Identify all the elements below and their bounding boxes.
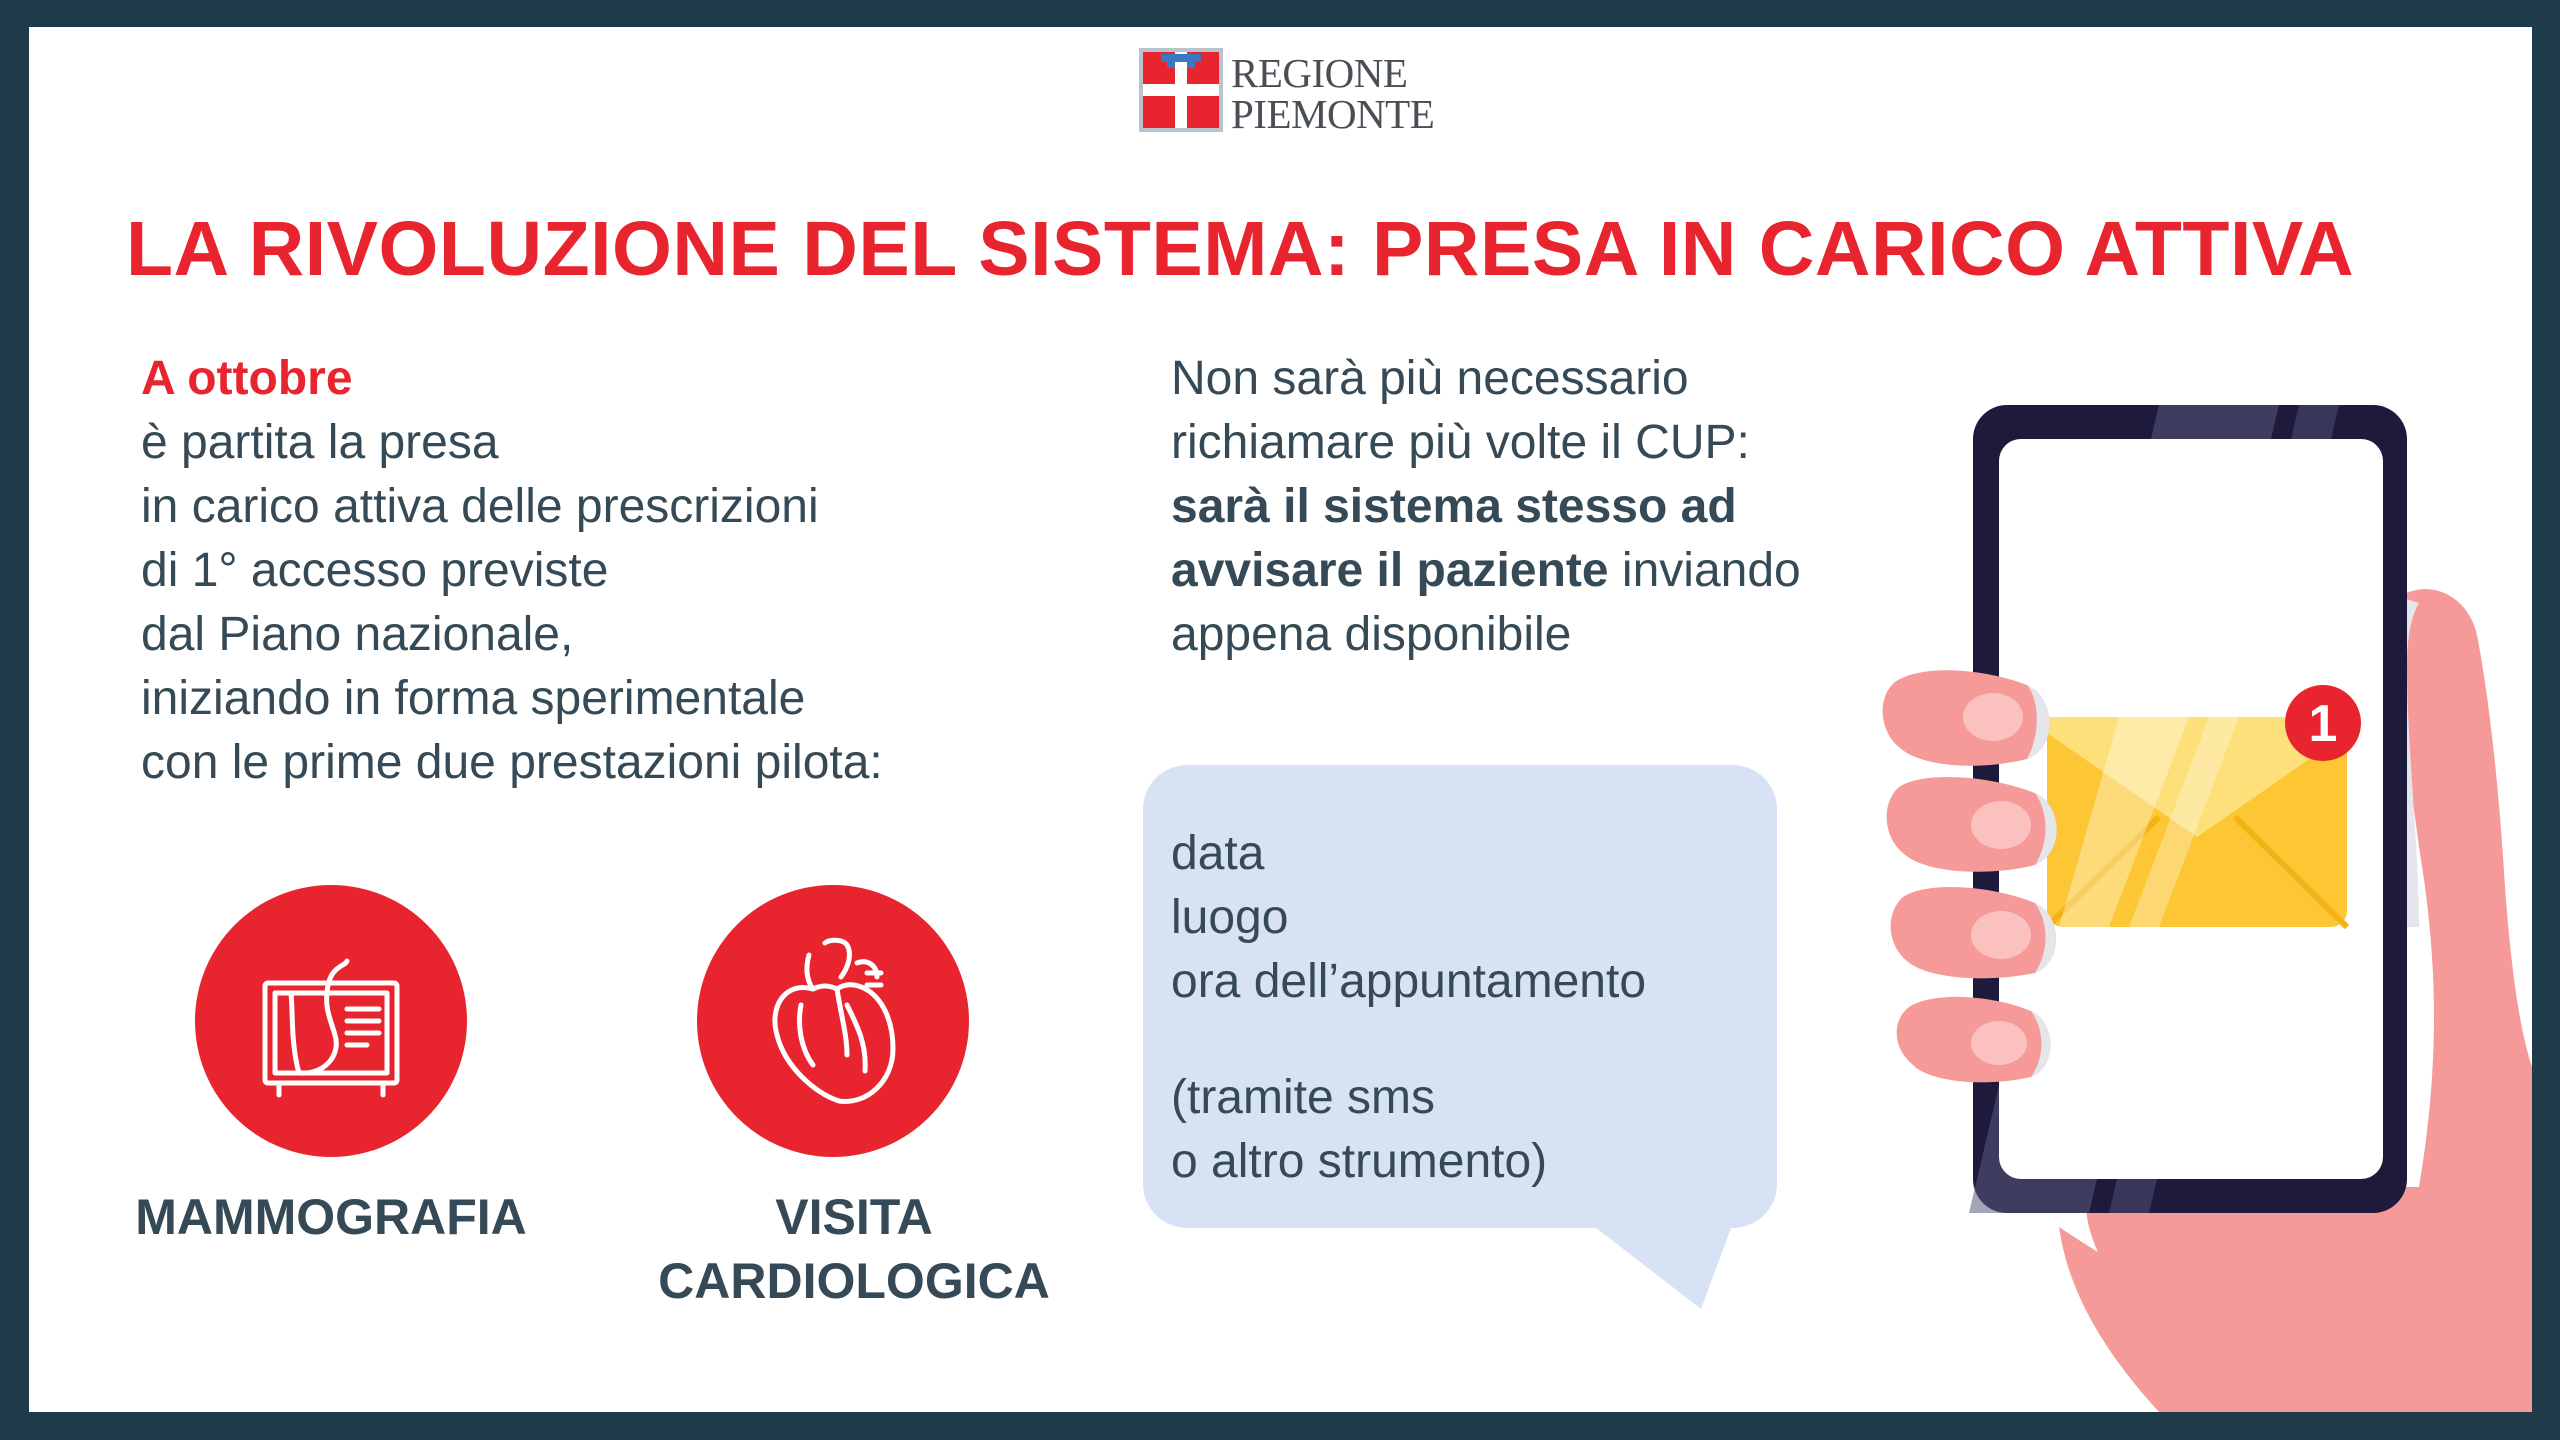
logo-line-2: PIEMONTE xyxy=(1231,91,1435,137)
notification-bold-text: sarà il sistema stesso ad xyxy=(1171,480,1737,533)
intro-highlight: A ottobre xyxy=(141,352,353,405)
cardiology-label-line: CARDIOLOGICA xyxy=(658,1253,1050,1309)
regione-piemonte-logo xyxy=(1139,48,1459,144)
mammography-label-line: MAMMOGRAFIA xyxy=(135,1189,527,1245)
intro-line: di 1° accesso previste xyxy=(141,544,609,597)
intro-line: con le prime due prestazioni pilota: xyxy=(141,736,883,789)
speech-bubble-text xyxy=(1171,822,1771,1194)
notification-paragraph xyxy=(1171,347,1931,667)
intro-line: dal Piano nazionale, xyxy=(141,608,574,661)
bubble-line: luogo xyxy=(1171,891,1289,944)
mammography-badge xyxy=(195,885,467,1157)
intro-line: iniziando in forma sperimentale xyxy=(141,672,806,725)
logo-wordmark xyxy=(1231,50,1435,137)
bubble-note-line: o altro strumento) xyxy=(1171,1135,1548,1188)
notification-count: 1 xyxy=(2308,695,2338,753)
bubble-line: ora dell’appuntamento xyxy=(1171,955,1647,1008)
logo-line-1: REGIONE xyxy=(1231,50,1408,96)
regione-piemonte-emblem-icon xyxy=(1139,48,1223,132)
cardiology-label-line: VISITA xyxy=(775,1189,933,1245)
intro-line: è partita la presa xyxy=(141,416,499,469)
notification-line: richiamare più volte il CUP: xyxy=(1171,416,1750,469)
cardiology-badge xyxy=(697,885,969,1157)
notification-line: appena disponibile xyxy=(1171,608,1572,661)
bubble-line: data xyxy=(1171,827,1265,880)
intro-paragraph xyxy=(141,347,1041,795)
mammography-label xyxy=(121,1185,541,1249)
infographic-card xyxy=(29,27,2532,1412)
intro-line: in carico attiva delle prescrizioni xyxy=(141,480,819,533)
notification-bold-text: avvisare il paziente xyxy=(1171,544,1609,597)
mammography-icon xyxy=(195,885,467,1157)
page-title: LA RIVOLUZIONE DEL SISTEMA: PRESA IN CARICO ATTIVA xyxy=(126,206,2355,292)
notification-line: Non sarà più necessario xyxy=(1171,352,1689,405)
notification-line-rest: inviando xyxy=(1608,544,1801,597)
bubble-note-line: (tramite sms xyxy=(1171,1071,1435,1124)
heart-icon xyxy=(697,885,969,1157)
phone-in-hand-illustration xyxy=(1859,367,2532,1412)
cardiology-label xyxy=(609,1185,1099,1313)
